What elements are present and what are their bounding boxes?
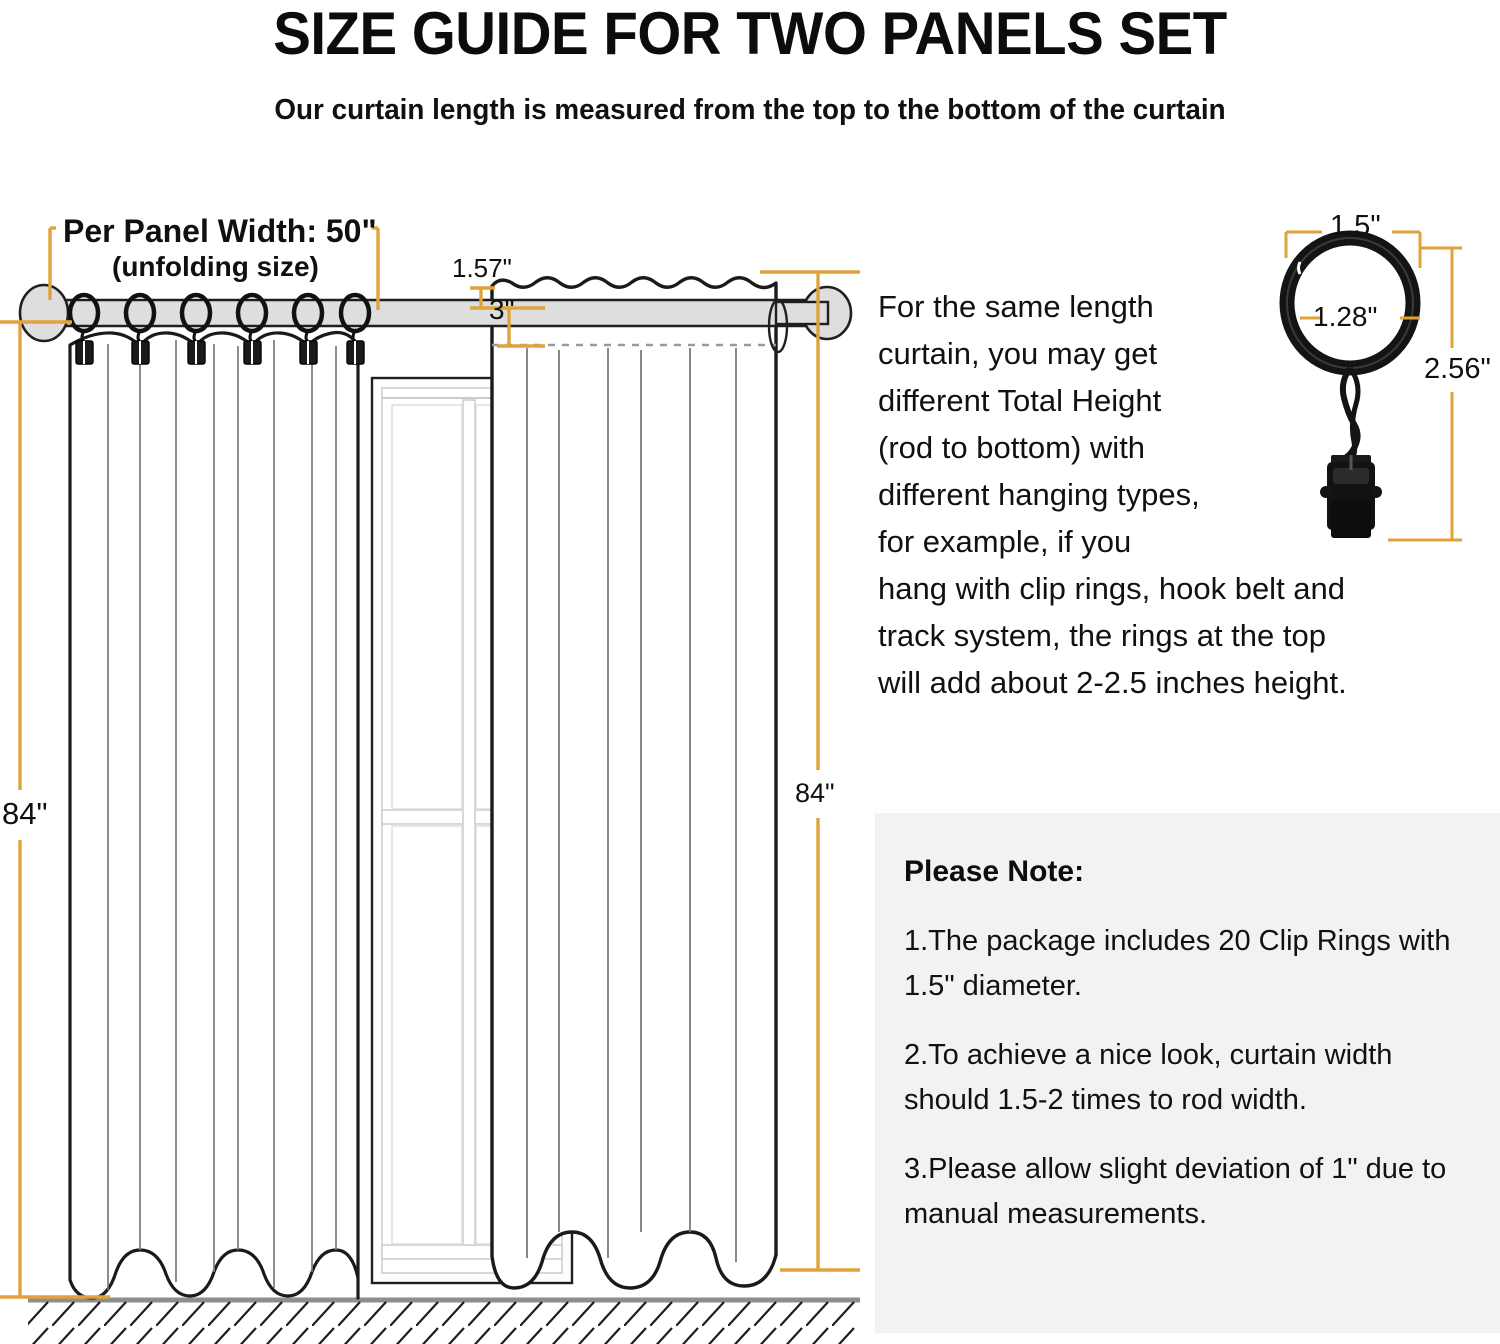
rod-pocket-dimension-label: 3" (489, 294, 515, 325)
unfolding-size-label: (unfolding size) (112, 251, 319, 282)
explanation-line: different Total Height (878, 383, 1162, 418)
please-note-title: Please Note: (904, 855, 1085, 888)
ring-total-height-label: 2.56" (1424, 353, 1491, 385)
please-note-item: 1.The package includes 20 Clip Rings with 1.5" diameter. (904, 925, 1451, 1002)
explanation-line: will add about 2-2.5 inches height. (878, 665, 1347, 700)
explanation-line: curtain, you may get (878, 336, 1158, 371)
please-note-box (875, 813, 1500, 1333)
explanation-line: hang with clip rings, hook belt and (878, 571, 1346, 606)
hanging-types-explanation (878, 283, 1468, 706)
explanation-line: different hanging types, (878, 477, 1200, 512)
floor-hatch-icon (28, 1300, 860, 1344)
curtain-panel-rod-pocket (492, 278, 776, 1288)
explanation-line: for example, if you (878, 524, 1132, 559)
please-note-item: 2.To achieve a nice look, curtain width should 1.5-2 times to rod width. (904, 1039, 1393, 1116)
per-panel-width-label: Per Panel Width: 50" (63, 213, 377, 249)
explanation-line: track system, the rings at the top (878, 618, 1326, 653)
explanation-line: (rod to bottom) with (878, 430, 1146, 465)
please-note-item: 3.Please allow slight deviation of 1" due to manual measurements. (904, 1153, 1447, 1230)
height-dimension-label-right: 84" (795, 778, 835, 808)
curtain-panel-clip-rings (70, 333, 358, 1299)
page-title: SIZE GUIDE FOR TWO PANELS SET (273, 0, 1227, 67)
ring-outer-diameter-label: 1.5" (1330, 210, 1381, 242)
explanation-line: For the same length (878, 289, 1154, 324)
height-dimension-label-left: 84" (2, 796, 48, 831)
ring-inner-diameter-label: 1.28" (1313, 301, 1378, 332)
header-top-dimension-label: 1.57" (452, 253, 512, 283)
page-subtitle: Our curtain length is measured from the top to the bottom of the curtain (274, 94, 1226, 126)
